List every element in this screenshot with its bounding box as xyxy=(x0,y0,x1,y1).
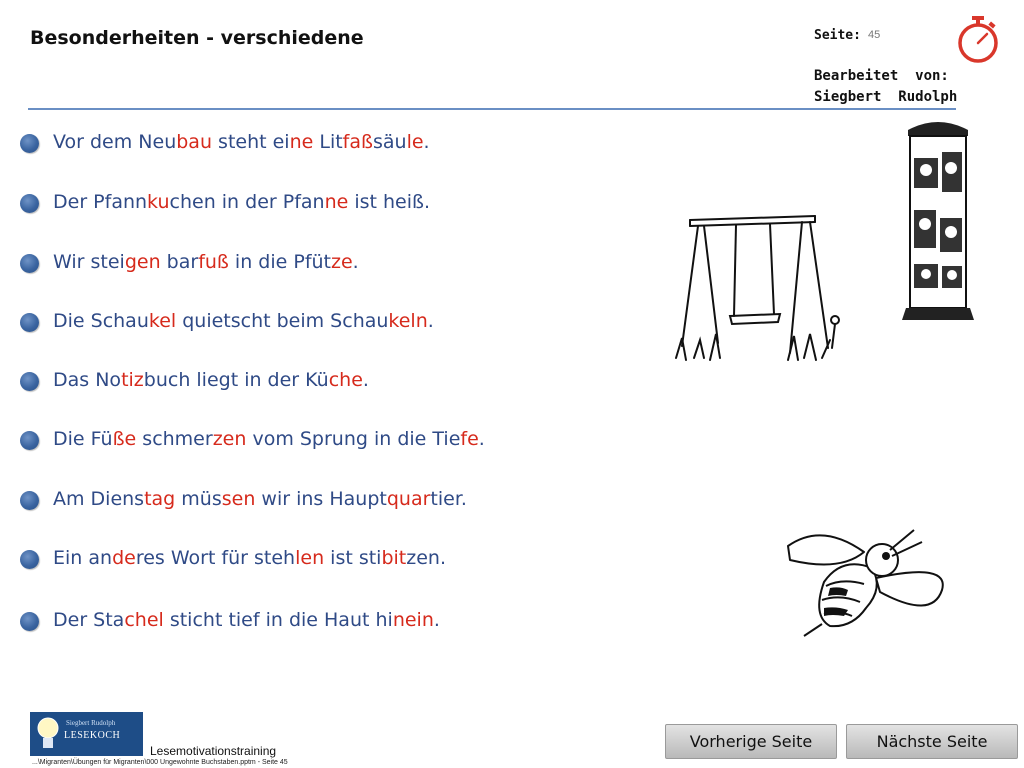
sentence-segment: Der Sta xyxy=(53,609,125,631)
sentence-segment: tier. xyxy=(430,488,467,510)
bullet-icon xyxy=(20,550,39,569)
footer-label: Lesemotivationstraining xyxy=(150,744,277,758)
page-label: Seite: xyxy=(814,28,861,43)
sentence-segment: Wir stei xyxy=(53,251,125,273)
sentence-segment: res Wort für steh xyxy=(135,547,296,569)
sentence-segment: in die Pfüt xyxy=(228,251,331,273)
bullet-icon xyxy=(20,254,39,273)
sentence-segment: bar xyxy=(160,251,199,273)
sentence-segment: säu xyxy=(372,131,407,153)
bullet-icon xyxy=(20,612,39,631)
sentence-segment: sticht tief in die Haut hi xyxy=(163,609,393,631)
highlighted-syllable: ße xyxy=(112,428,137,450)
highlighted-syllable: fuß xyxy=(198,251,229,273)
sentence-segment: . xyxy=(423,131,430,153)
edited-by-label: Bearbeitet von: xyxy=(814,68,949,84)
highlighted-syllable: le xyxy=(406,131,424,153)
highlighted-syllable: fe xyxy=(460,428,479,450)
bullet-icon xyxy=(20,313,39,332)
swing-illustration xyxy=(670,208,855,368)
sentence-segment: Vor dem Neu xyxy=(53,131,177,153)
highlighted-syllable: bau xyxy=(176,131,212,153)
sentence-text xyxy=(53,547,446,569)
bullet-icon xyxy=(20,372,39,391)
page-number: 45 xyxy=(868,29,881,41)
sentence-segment: steht ei xyxy=(212,131,290,153)
sentence-text xyxy=(53,609,440,631)
sentence-text xyxy=(53,428,485,450)
sentence-text xyxy=(53,369,369,391)
highlighted-syllable: ne xyxy=(324,191,349,213)
sentence-segment: ist heiß. xyxy=(348,191,431,213)
sentence-segment: chen in der Pfan xyxy=(169,191,325,213)
highlighted-syllable: bit xyxy=(381,547,407,569)
logo-brand: LESEKOCH xyxy=(64,730,121,741)
sentence-segment: Die Fü xyxy=(53,428,113,450)
sentence-segment: wir ins Haupt xyxy=(255,488,387,510)
advertising-column-illustration xyxy=(898,118,978,322)
sentence-segment: Das No xyxy=(53,369,122,391)
sentence-segment: . xyxy=(352,251,359,273)
logo-name: Siegbert Rudolph xyxy=(66,719,116,727)
header-divider xyxy=(28,108,956,110)
highlighted-syllable: de xyxy=(112,547,136,569)
sentence-segment: Die Schau xyxy=(53,310,149,332)
sentence-text xyxy=(53,131,430,153)
sentence-segment: Lit xyxy=(313,131,343,153)
highlighted-syllable: quar xyxy=(386,488,431,510)
highlighted-syllable: sen xyxy=(221,488,256,510)
lesekoch-logo xyxy=(30,712,143,756)
highlighted-syllable: gen xyxy=(124,251,161,273)
sentence-segment: Der Pfann xyxy=(53,191,148,213)
bullet-icon xyxy=(20,194,39,213)
highlighted-syllable: nein xyxy=(392,609,434,631)
sentence-text xyxy=(53,191,430,213)
sentence-segment: . xyxy=(362,369,369,391)
sentence-segment: . xyxy=(478,428,485,450)
bullet-icon xyxy=(20,491,39,510)
sentence-segment: . xyxy=(427,310,434,332)
sentence-segment: schmer xyxy=(136,428,213,450)
sentence-text xyxy=(53,251,359,273)
stopwatch-icon xyxy=(954,14,1002,64)
sentence-segment: vom Sprung in die Tie xyxy=(246,428,461,450)
sentence-segment: Am Diens xyxy=(53,488,145,510)
author-name: Siegbert Rudolph xyxy=(814,89,958,105)
sentence-segment: quietscht beim Schau xyxy=(176,310,389,332)
sentence-segment: Ein an xyxy=(53,547,113,569)
next-page-button[interactable]: Nächste Seite xyxy=(846,724,1018,759)
highlighted-syllable: faß xyxy=(342,131,373,153)
highlighted-syllable: chel xyxy=(124,609,164,631)
bee-illustration xyxy=(782,516,962,640)
sentence-segment: buch liegt in der Kü xyxy=(143,369,329,391)
page-title: Besonderheiten - verschiedene xyxy=(30,27,364,49)
sentence-segment: ist sti xyxy=(324,547,382,569)
highlighted-syllable: tag xyxy=(144,488,176,510)
highlighted-syllable: che xyxy=(328,369,363,391)
file-path: ...\Migranten\Übungen für Migranten\000 Ungewohnte Buchstaben.pptm - Seite 45 xyxy=(32,759,288,766)
edited-by-block xyxy=(814,66,957,108)
lightbulb-icon xyxy=(36,716,60,752)
sentence-text xyxy=(53,310,434,332)
previous-page-button[interactable]: Vorherige Seite xyxy=(665,724,837,759)
sentence-text xyxy=(53,488,467,510)
highlighted-syllable: kel xyxy=(148,310,177,332)
highlighted-syllable: ku xyxy=(147,191,170,213)
highlighted-syllable: ze xyxy=(331,251,353,273)
sentence-segment: . xyxy=(433,609,440,631)
sentence-segment: zen. xyxy=(406,547,447,569)
highlighted-syllable: len xyxy=(295,547,325,569)
bullet-icon xyxy=(20,134,39,153)
highlighted-syllable: ne xyxy=(289,131,314,153)
highlighted-syllable: keln xyxy=(388,310,428,332)
highlighted-syllable: zen xyxy=(212,428,247,450)
highlighted-syllable: tiz xyxy=(121,369,144,391)
sentence-segment: müs xyxy=(175,488,222,510)
bullet-icon xyxy=(20,431,39,450)
